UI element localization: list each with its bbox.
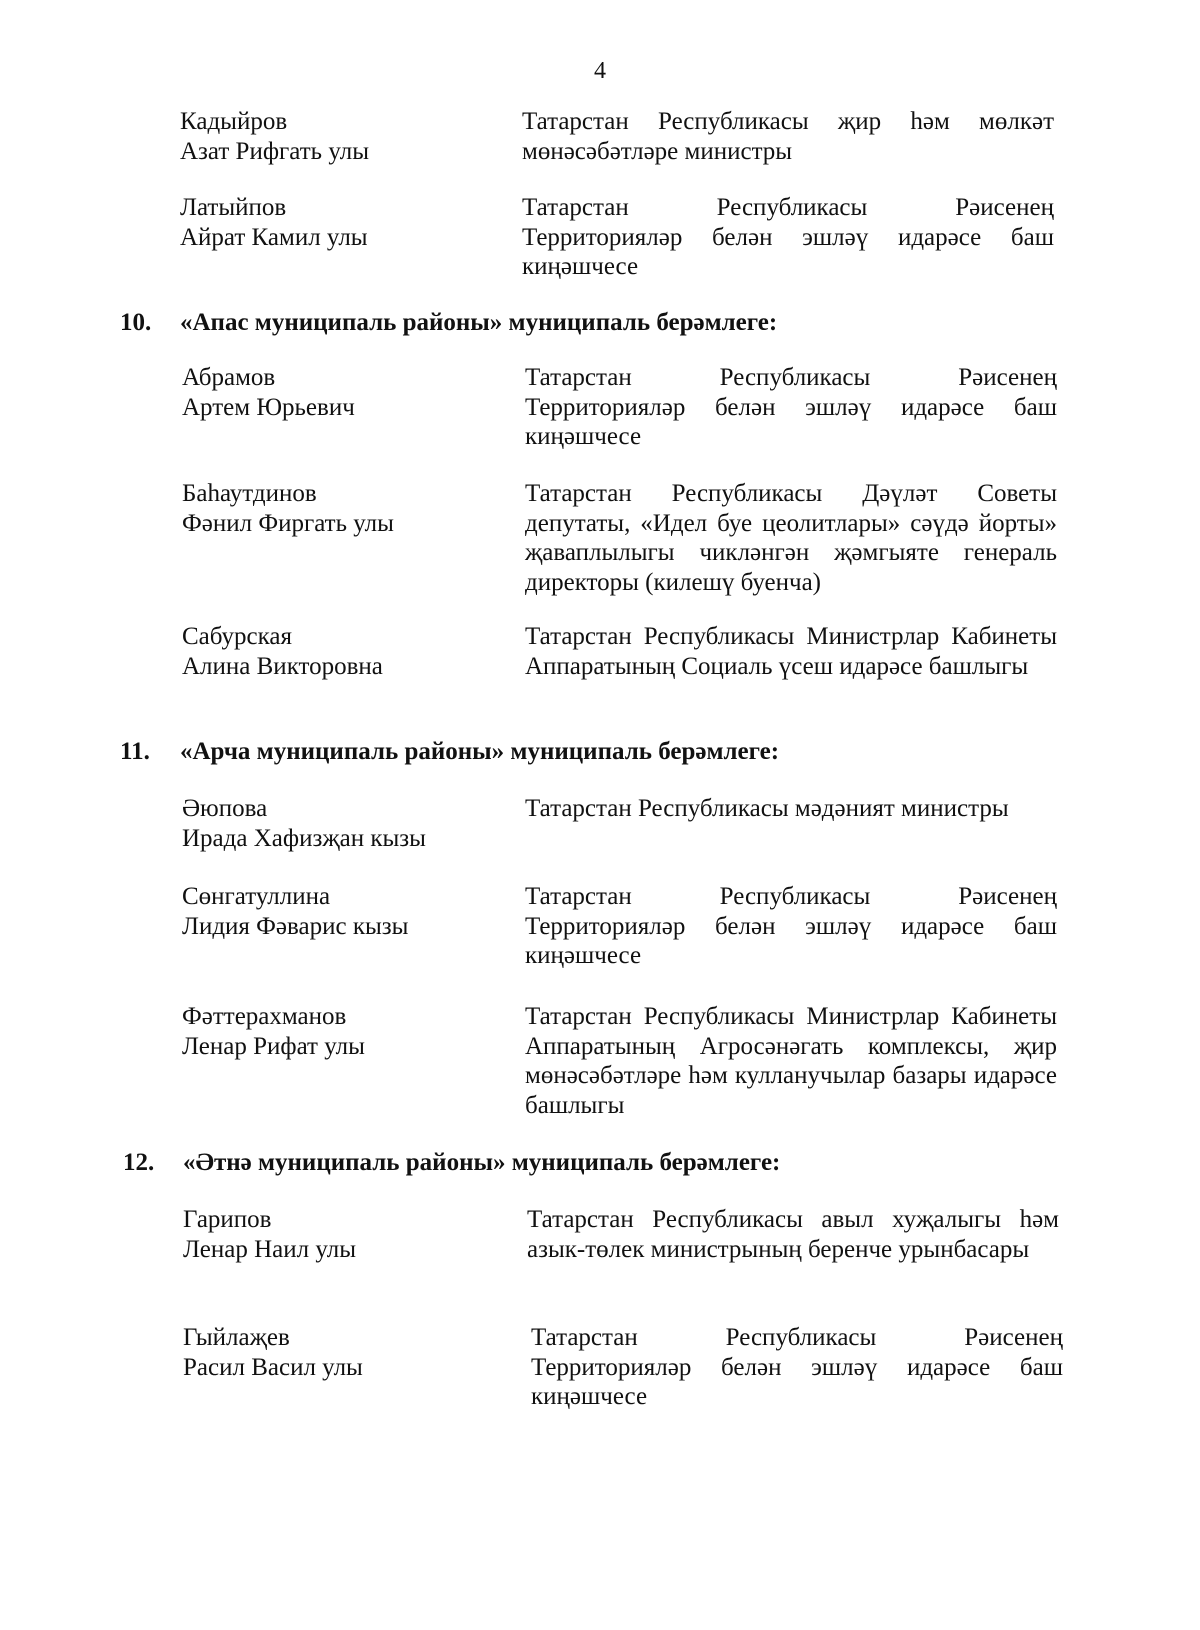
- person-position: Татарстан Республикасы Дәүләт Советы депутаты, «Идел буе цеолитлары» сәүдә йорты» җаваплылыгы чикләнгән җәмгыяте генераль директоры (килешү буенча): [525, 480, 1057, 596]
- person-name: [183, 1323, 513, 1382]
- person-position: Татарстан Республикасы Рәисенең Территорияләр белән эшләү идарәсе баш киңәшчесе: [522, 194, 1054, 280]
- section-title: «Әтнә муниципаль районы» муниципаль берәмлеге:: [183, 1149, 781, 1176]
- person-surname: Сөнгатуллина: [182, 883, 331, 910]
- person-given-name: Алина Викторовна: [182, 652, 383, 680]
- person-name: [180, 193, 510, 252]
- section-number: 11.: [120, 738, 150, 765]
- section-number: 10.: [120, 309, 152, 336]
- person-name: [182, 479, 512, 538]
- person-name: [182, 794, 512, 853]
- page-number: 4: [594, 58, 606, 84]
- person-given-name: Ленар Наил улы: [183, 1235, 357, 1263]
- person-position: Татарстан Республикасы Министрлар Кабинеты Аппаратының Агросәнәгать комплексы, җир мөнәсәбәтләре һәм кулланучылар базары идарәсе башлыгы: [525, 1003, 1057, 1119]
- person-surname: Кадыйров: [180, 108, 288, 135]
- person-given-name: Артем Юрьевич: [182, 393, 355, 421]
- person-given-name: Ирада Хафизҗан кызы: [182, 824, 426, 852]
- person-surname: Сабурская: [182, 623, 292, 650]
- person-surname: Баһаутдинов: [182, 480, 317, 507]
- person-given-name: Расил Васил улы: [183, 1353, 363, 1381]
- section-title: «Арча муниципаль районы» муниципаль берәмлеге:: [180, 738, 780, 765]
- person-name: [182, 622, 512, 681]
- person-position: Татарстан Республикасы авыл хуҗалыгы һәм азык-төлек министрының беренче урынбасары: [527, 1206, 1059, 1263]
- person-given-name: Фәнил Фиргать улы: [182, 509, 394, 537]
- person-given-name: Ленар Рифат улы: [182, 1032, 365, 1060]
- person-name: [183, 1205, 513, 1264]
- person-name: [182, 363, 512, 422]
- person-position: Татарстан Республикасы җир һәм мөлкәт мөнәсәбәтләре министры: [522, 108, 1054, 165]
- person-surname: Әюпова: [182, 795, 268, 822]
- person-position: Татарстан Республикасы Рәисенең Территорияләр белән эшләү идарәсе баш киңәшчесе: [525, 364, 1057, 450]
- section-number: 12.: [123, 1149, 155, 1176]
- section-title: «Апас муниципаль районы» муниципаль берәмлеге:: [180, 309, 778, 336]
- person-position: Татарстан Республикасы мәдәният министры: [525, 795, 1009, 822]
- person-surname: Латыйпов: [180, 194, 287, 221]
- person-position: Татарстан Республикасы Министрлар Кабинеты Аппаратының Социаль үсеш идарәсе башлыгы: [525, 623, 1057, 680]
- person-position: Татарстан Республикасы Рәисенең Территорияләр белән эшләү идарәсе баш киңәшчесе: [525, 883, 1057, 969]
- person-name: [180, 107, 510, 166]
- person-given-name: Айрат Камил улы: [180, 223, 368, 251]
- person-name: [182, 1002, 512, 1061]
- person-surname: Гарипов: [183, 1206, 272, 1233]
- person-position: Татарстан Республикасы Рәисенең Территорияләр белән эшләү идарәсе баш киңәшчесе: [531, 1324, 1063, 1410]
- person-given-name: Лидия Фәварис кызы: [182, 912, 409, 940]
- person-given-name: Азат Рифгать улы: [180, 137, 369, 165]
- person-surname: Фәттерахманов: [182, 1003, 347, 1030]
- person-name: [182, 882, 512, 941]
- person-surname: Гыйлаҗев: [183, 1324, 290, 1351]
- person-surname: Абрамов: [182, 364, 276, 391]
